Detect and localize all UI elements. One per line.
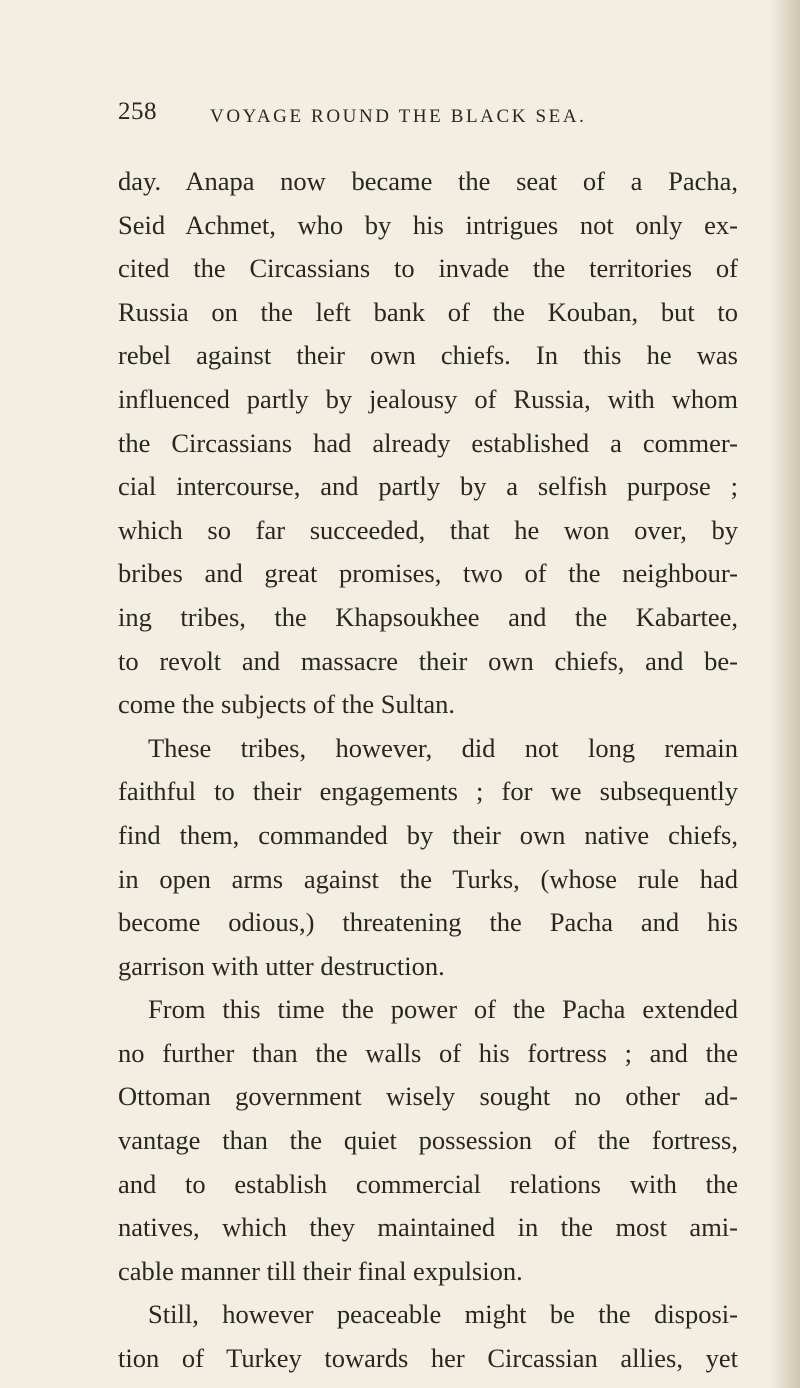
text-line: tion of Turkey towards her Circassian allies, yet (118, 1343, 738, 1374)
text-line: come the subjects of the Sultan. (118, 689, 456, 720)
text-line: Seid Achmet, who by his intrigues not only ex- (118, 209, 738, 240)
text-line: rebel against their own chiefs. In this he was (118, 340, 738, 371)
text-line: influenced partly by jealousy of Russia, with whom (118, 383, 738, 414)
text-line: to revolt and massacre their own chiefs, and be- (118, 645, 738, 676)
running-head (118, 98, 758, 138)
text-line: find them, commanded by their own native chiefs, (118, 819, 738, 850)
running-head-title: VOYAGE ROUND THE BLACK SEA. (210, 106, 587, 127)
body-text (118, 160, 738, 1381)
page-edge-shadow (770, 0, 800, 1388)
text-line: which so far succeeded, that he won over, by (118, 514, 738, 545)
text-line: faithful to their engagements ; for we subsequently (118, 776, 738, 807)
text-line: Still, however peaceable might be the disposi- (148, 1299, 738, 1330)
text-line: in open arms against the Turks, (whose rule had (118, 863, 738, 894)
text-line: From this time the power of the Pacha extended (148, 994, 738, 1025)
text-line: vantage than the quiet possession of the fortress, (118, 1125, 738, 1156)
text-line: day. Anapa now became the seat of a Pacha, (118, 166, 738, 196)
text-line: cial intercourse, and partly by a selfish purpose ; (118, 471, 738, 502)
text-line: ing tribes, the Khapsoukhee and the Kabartee, (118, 601, 738, 632)
text-line: the Circassians had already established a commer- (118, 427, 738, 458)
page-number: 258 (118, 98, 157, 125)
text-line: bribes and great promises, two of the neighbour- (118, 558, 738, 589)
text-line: and to establish commercial relations with the (118, 1168, 738, 1199)
text-line: no further than the walls of his fortress ; and the (118, 1037, 738, 1068)
text-line: natives, which they maintained in the most ami- (118, 1212, 738, 1243)
text-line: become odious,) threatening the Pacha and his (118, 907, 738, 938)
text-line: cited the Circassians to invade the territories of (118, 253, 738, 284)
text-line: Ottoman government wisely sought no other ad- (118, 1081, 738, 1112)
text-line: Russia on the left bank of the Kouban, but to (118, 296, 738, 327)
text-line: cable manner till their final expulsion. (118, 1255, 523, 1286)
text-line: garrison with utter destruction. (118, 950, 445, 981)
text-line: These tribes, however, did not long remain (148, 732, 738, 763)
